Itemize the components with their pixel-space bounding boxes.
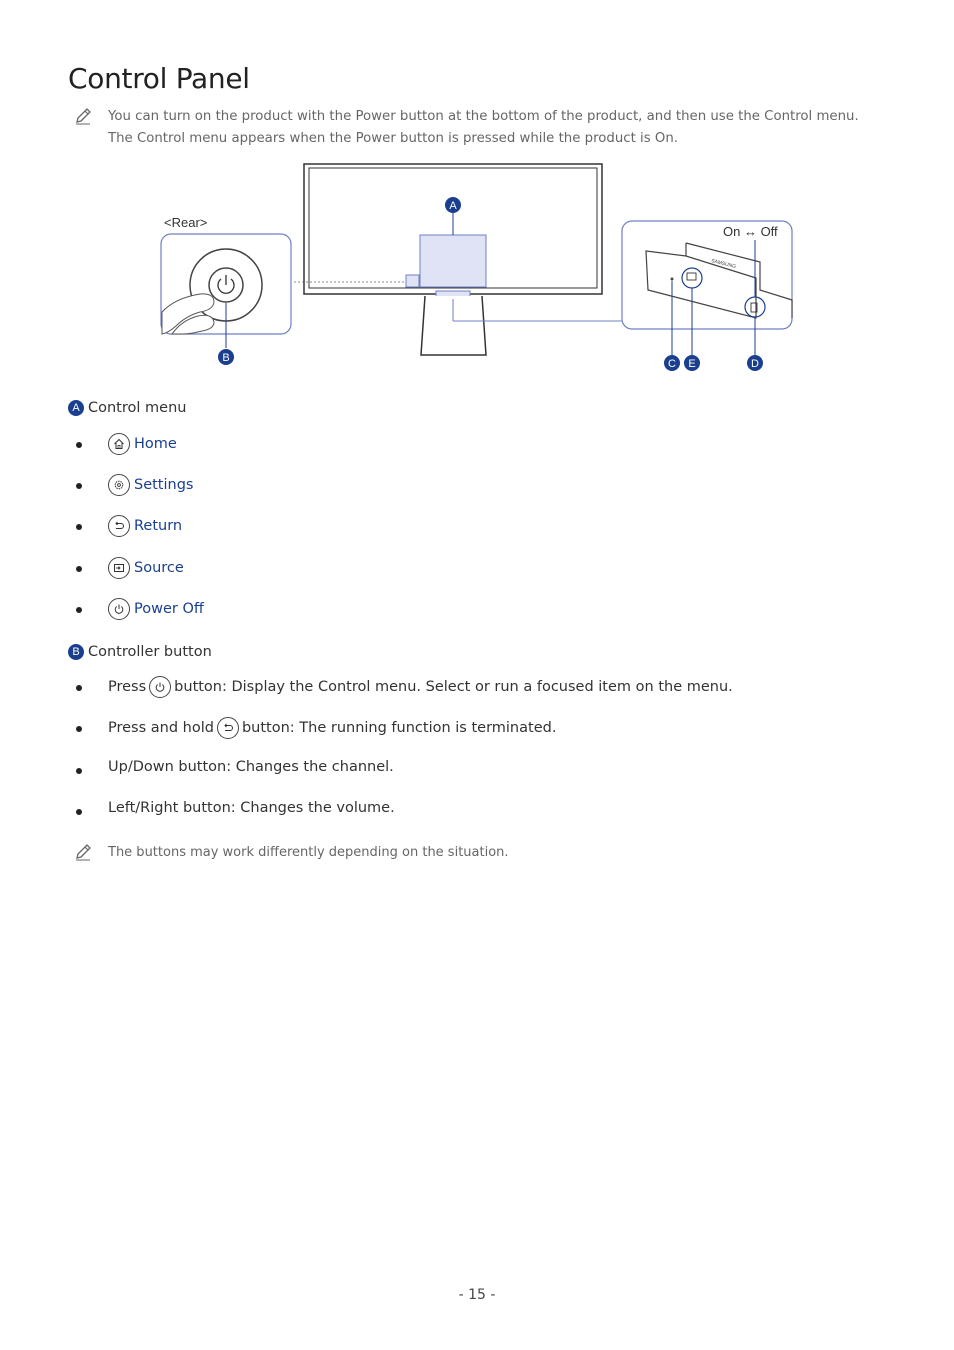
svg-text:B: B [222, 352, 230, 364]
footer-note: The buttons may work differently depending on the situation. [108, 845, 509, 860]
description-line: Press button: Display the Control menu. Select or run a focused item on the menu. [108, 676, 733, 698]
return-icon [217, 717, 239, 739]
page-number: - 15 - [458, 1287, 496, 1303]
description-line: Left/Right button: Changes the volume. [108, 800, 395, 816]
description-line: Up/Down button: Changes the channel. [108, 759, 394, 775]
pencil-note-icon [74, 107, 92, 125]
section-b-badge: B [68, 644, 84, 660]
bullet [76, 607, 82, 613]
section-a-title: Control menu [88, 400, 187, 416]
power-icon [149, 676, 171, 698]
home-icon [108, 433, 130, 455]
description-line: Press and hold button: The running function is terminated. [108, 717, 556, 739]
menu-item-power-off: Power Off [108, 598, 204, 620]
menu-item-source: Source [108, 557, 184, 579]
section-a-heading [68, 400, 186, 416]
page-title: Control Panel [68, 62, 250, 95]
svg-text:C: C [668, 358, 676, 370]
control-menu-highlight [420, 235, 486, 287]
menu-item-home: Home [108, 433, 177, 455]
bullet [76, 726, 82, 732]
bullet [76, 768, 82, 774]
bullet [76, 524, 82, 530]
product-rear-diagram [155, 160, 800, 380]
return-icon [108, 515, 130, 537]
controller-highlight [406, 275, 419, 287]
svg-text:E: E [688, 358, 696, 370]
section-b-title: Controller button [88, 644, 212, 660]
svg-text:D: D [751, 358, 759, 370]
source-icon [108, 557, 130, 579]
menu-item-settings: Settings [108, 474, 193, 496]
power-switch-illustration [646, 243, 792, 318]
bullet [76, 483, 82, 489]
section-a-badge: A [68, 400, 84, 416]
section-b-heading [68, 644, 212, 660]
bullet [76, 809, 82, 815]
intro-note: You can turn on the product with the Power button at the bottom of the product, and then use the Control menu. The Control menu appears when the Power button is pressed while the product is On. [108, 109, 859, 146]
svg-text:A: A [449, 200, 457, 212]
rear-label: <Rear> [164, 215, 208, 230]
power-icon [108, 598, 130, 620]
brand-mark: SAMSUNG [710, 258, 737, 271]
menu-item-return: Return [108, 515, 182, 537]
bullet [76, 685, 82, 691]
on-off-label: On ↔ Off [723, 224, 778, 239]
bullet [76, 442, 82, 448]
gear-icon [108, 474, 130, 496]
pencil-note-icon [74, 843, 92, 861]
bullet [76, 566, 82, 572]
